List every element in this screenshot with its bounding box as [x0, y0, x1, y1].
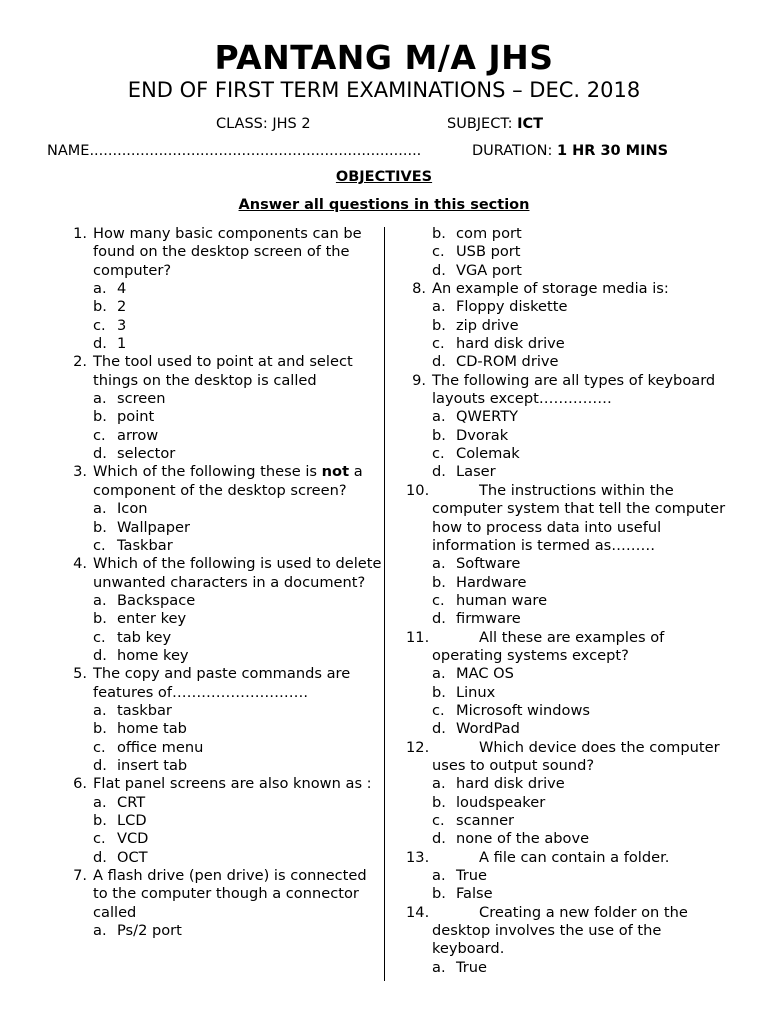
option [64, 849, 384, 867]
option [406, 867, 736, 885]
option-text: scanner [456, 812, 515, 829]
option-text: True [456, 958, 487, 976]
option-label: a. [93, 922, 107, 940]
section-instruction: Answer all questions in this section [238, 197, 530, 213]
question-number: 3. [73, 463, 87, 481]
option [406, 959, 736, 977]
option-text: taskbar [117, 701, 172, 719]
question-6 [64, 775, 384, 793]
option-label: d. [432, 261, 446, 279]
option-text: QWERTY [456, 408, 519, 426]
option-label: b. [432, 426, 446, 444]
option-label: d. [93, 848, 107, 866]
question-13 [406, 849, 736, 867]
option [64, 812, 384, 830]
option-label: a. [93, 500, 107, 518]
option-text: OCT [117, 848, 148, 866]
option-label: b. [432, 793, 446, 811]
option [64, 445, 384, 463]
option [64, 408, 384, 426]
option-label: a. [93, 793, 107, 811]
question-text: How many basic components can be found on the desktop screen of the computer? [93, 225, 362, 279]
option-text: Ps/2 port [117, 922, 182, 940]
duration-label: DURATION: [472, 143, 553, 159]
option-text: arrow [117, 426, 159, 444]
option [64, 629, 384, 647]
option [64, 280, 384, 298]
question-text: The instructions within the computer system that tell the computer how to process data into useful information is termed as……… [432, 481, 726, 554]
option-label: d. [93, 646, 107, 664]
option [406, 775, 736, 793]
school-name: PANTANG M/A JHS [214, 38, 554, 77]
option [406, 794, 736, 812]
left-column [64, 225, 384, 940]
question-number: 13. [406, 848, 430, 866]
option [64, 390, 384, 408]
option [64, 537, 384, 555]
question-number: 6. [73, 775, 87, 793]
question-7 [64, 867, 384, 922]
subject-field [447, 116, 543, 132]
option-text: VGA port [456, 261, 522, 279]
question-text: The copy and paste commands are features of………………………. [93, 665, 351, 701]
option-label: a. [432, 665, 446, 683]
question-number: 4. [73, 555, 87, 573]
option-label: c. [432, 812, 445, 829]
question-number: 5. [73, 665, 87, 683]
option [406, 243, 736, 261]
option-text: Microsoft windows [456, 701, 591, 719]
option [406, 408, 736, 426]
option [406, 702, 736, 720]
option-label: a. [432, 408, 446, 426]
option-label: c. [432, 335, 445, 353]
option-label: c. [93, 738, 106, 756]
option [64, 610, 384, 628]
option-label: d. [93, 756, 107, 774]
question-12 [406, 739, 736, 776]
question-text: Which of the following is used to delete unwanted characters in a document? [93, 555, 382, 591]
option-text: USB port [456, 243, 521, 261]
option-text: Wallpaper [117, 518, 190, 536]
option [64, 298, 384, 316]
right-column [406, 225, 736, 977]
subject-value: ICT [517, 116, 544, 132]
question-number: 2. [73, 353, 87, 371]
option-label: c. [432, 701, 445, 719]
option [64, 739, 384, 757]
option [64, 500, 384, 518]
option-label: b. [432, 885, 446, 903]
option-text: tab key [117, 628, 172, 646]
option-label: b. [432, 316, 446, 334]
option-text: screen [117, 390, 166, 408]
option [406, 610, 736, 628]
option [406, 298, 736, 316]
option [406, 720, 736, 738]
option-text: Floppy diskette [456, 298, 568, 316]
option-label: d. [93, 335, 107, 353]
option-text: Software [456, 555, 521, 573]
option-text: home tab [117, 720, 187, 738]
question-number: 14. [406, 903, 430, 921]
option-text: point [117, 408, 155, 426]
question-text-part: Which of the following these is [93, 463, 322, 481]
option-text: Linux [456, 683, 496, 701]
option [406, 665, 736, 683]
option-label: d. [432, 830, 446, 848]
option-text: 1 [117, 335, 127, 353]
question-text: The tool used to point at and select things on the desktop is called [93, 353, 353, 389]
option-text: enter key [117, 610, 187, 628]
question-number: 10. [406, 481, 430, 499]
option-text: hard disk drive [456, 775, 565, 793]
question-10 [406, 482, 736, 555]
question-4 [64, 555, 384, 592]
option-text: MAC OS [456, 665, 514, 683]
option-label: d. [93, 445, 107, 463]
question-text: Creating a new folder on the desktop involves the use of the keyboard. [432, 903, 688, 958]
class-field: CLASS: JHS 2 [216, 116, 311, 132]
question-11 [406, 629, 736, 666]
option-label: b. [93, 298, 107, 316]
option-label: c. [93, 316, 106, 334]
option [406, 463, 736, 481]
option-text: WordPad [456, 720, 520, 738]
option [64, 427, 384, 445]
option-text: Hardware [456, 573, 527, 591]
option [64, 794, 384, 812]
section-heading: OBJECTIVES [335, 169, 433, 185]
option [64, 720, 384, 738]
option [406, 353, 736, 371]
question-1 [64, 225, 384, 280]
option [64, 757, 384, 775]
option-text: firmware [456, 610, 521, 628]
option-text: LCD [117, 812, 147, 829]
question-number: 1. [73, 225, 87, 242]
option [406, 592, 736, 610]
option-label: a. [93, 701, 107, 719]
option-text: VCD [117, 830, 149, 848]
question-number: 12. [406, 738, 430, 756]
option-label: c. [93, 830, 106, 848]
question-number: 11. [406, 628, 430, 646]
option [64, 519, 384, 537]
option-text: selector [117, 445, 176, 463]
question-text [93, 463, 363, 498]
option [64, 335, 384, 353]
option-text: office menu [117, 738, 204, 756]
option-label: b. [432, 225, 446, 242]
option-label: a. [93, 280, 107, 298]
option-label: b. [93, 812, 107, 829]
option [406, 225, 736, 243]
duration-value: 1 HR 30 MINS [556, 143, 669, 159]
option-label: a. [432, 958, 446, 976]
option-text: none of the above [456, 830, 590, 848]
question-text: All these are examples of operating systems except? [432, 628, 665, 664]
option-label: d. [432, 720, 446, 738]
option-label: b. [93, 408, 107, 426]
option-label: b. [93, 610, 107, 628]
question-text: An example of storage media is: [432, 280, 669, 298]
option-label: c. [93, 628, 106, 646]
option-text: Icon [117, 500, 148, 518]
option-text: hard disk drive [456, 335, 565, 353]
option-label: b. [93, 720, 107, 738]
option-text: Laser [456, 463, 496, 481]
question-8 [406, 280, 736, 298]
option-label: b. [432, 683, 446, 701]
question-5 [64, 665, 384, 702]
option [64, 922, 384, 940]
option-text: CRT [117, 793, 146, 811]
option-label: d. [432, 610, 446, 628]
duration-field [472, 143, 668, 159]
question-text-part: a component of the desktop screen? [93, 463, 363, 499]
option-label: a. [432, 867, 446, 885]
option-label: b. [93, 518, 107, 536]
question-number: 9. [412, 371, 426, 389]
option-text: loudspeaker [456, 793, 546, 811]
option-label: a. [93, 390, 107, 408]
question-9 [406, 372, 736, 409]
subject-label: SUBJECT: [447, 116, 513, 132]
option [406, 335, 736, 353]
option-text: home key [117, 646, 189, 664]
option-text: zip drive [456, 316, 519, 334]
option [64, 702, 384, 720]
option [64, 647, 384, 665]
option-text: True [456, 867, 487, 885]
question-text: A file can contain a folder. [479, 848, 670, 866]
question-text: Flat panel screens are also known as : [93, 775, 372, 793]
option-text: Dvorak [456, 426, 509, 444]
question-2 [64, 353, 384, 390]
option-label: a. [93, 591, 107, 609]
option-text: insert tab [117, 756, 188, 774]
option-text: com port [456, 225, 522, 242]
option-text: 4 [117, 280, 127, 298]
option [64, 317, 384, 335]
option [406, 555, 736, 573]
option-label: c. [432, 591, 445, 609]
option-text: Backspace [117, 591, 196, 609]
option-text: Taskbar [117, 536, 173, 554]
option [406, 812, 736, 830]
option-label: a. [432, 555, 446, 573]
option-label: c. [93, 536, 106, 554]
option [64, 592, 384, 610]
column-divider [384, 227, 385, 981]
question-text: Which device does the computer uses to output sound? [432, 738, 720, 774]
name-field: NAME........................................................................ [47, 143, 422, 159]
option [406, 885, 736, 903]
option [406, 317, 736, 335]
question-number: 7. [73, 867, 87, 885]
option-label: c. [93, 426, 106, 444]
option-label: a. [432, 775, 446, 793]
option [406, 574, 736, 592]
option [406, 427, 736, 445]
option-text: CD-ROM drive [456, 353, 559, 371]
option [406, 445, 736, 463]
question-3 [64, 463, 384, 500]
option-label: d. [432, 353, 446, 371]
option [64, 830, 384, 848]
option [406, 262, 736, 280]
question-14 [406, 904, 736, 959]
option-label: c. [432, 243, 445, 261]
option-text: Colemak [456, 445, 520, 463]
question-text-emphasis: not [321, 463, 350, 481]
option-label: d. [432, 463, 446, 481]
question-number: 8. [412, 280, 426, 298]
question-text: The following are all types of keyboard layouts except…………… [432, 371, 716, 408]
option [406, 684, 736, 702]
exam-title: END OF FIRST TERM EXAMINATIONS – DEC. 2018 [127, 78, 641, 102]
question-text: A flash drive (pen drive) is connected to the computer though a connector called [93, 867, 367, 921]
option-label: b. [432, 573, 446, 591]
option [406, 830, 736, 848]
option-text: human ware [456, 591, 548, 609]
option-label: c. [432, 445, 445, 463]
option-text: 2 [117, 298, 127, 316]
option-label: a. [432, 298, 446, 316]
option-text: False [456, 885, 493, 903]
option-text: 3 [117, 316, 127, 334]
